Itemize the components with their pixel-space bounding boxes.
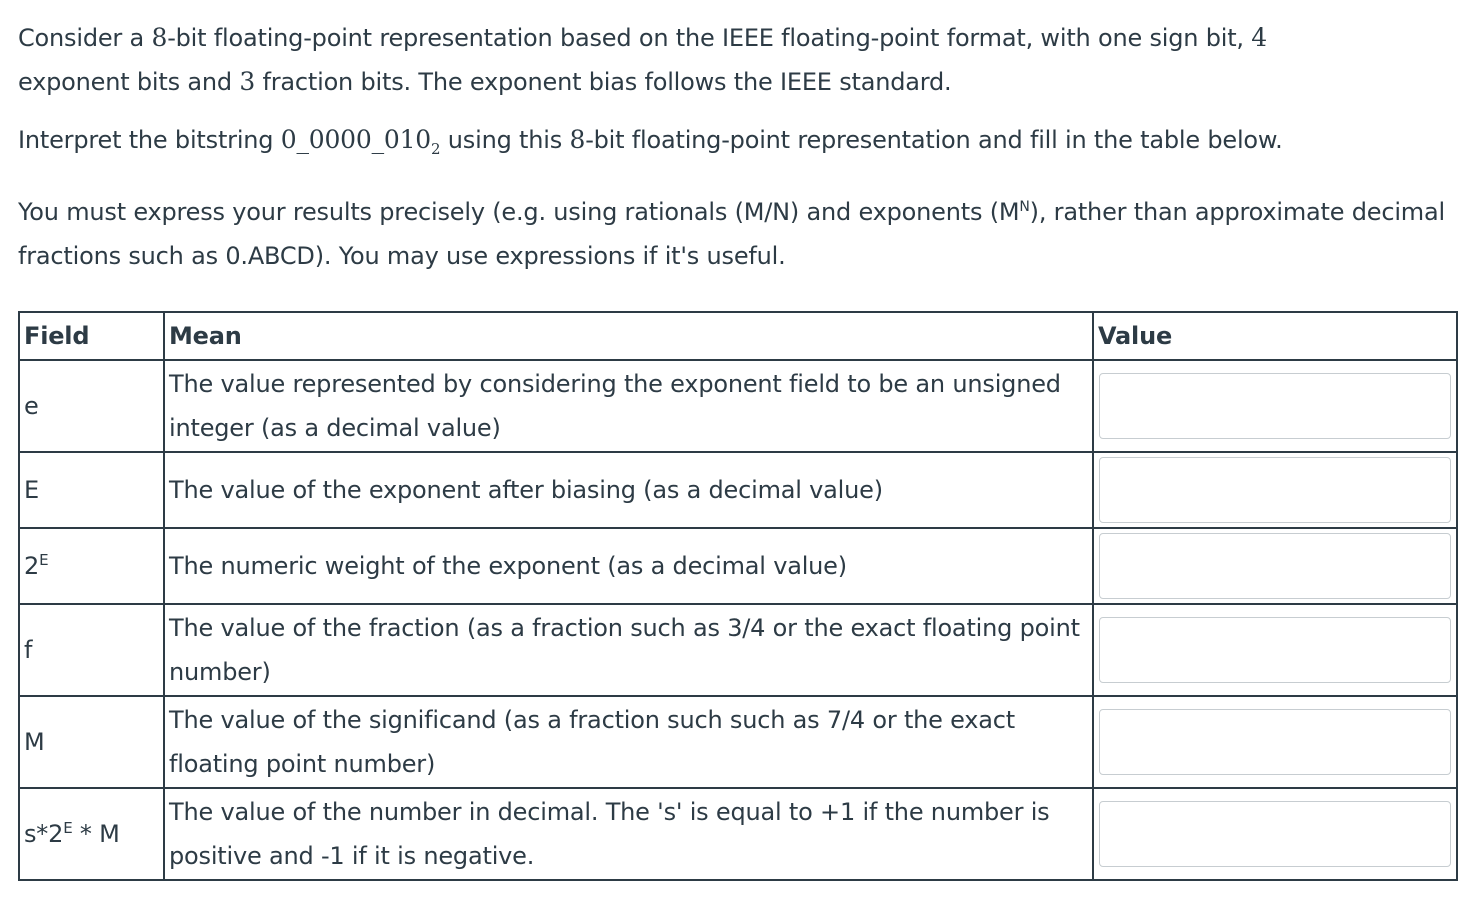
question-text — [18, 16, 1458, 278]
value-cell — [1093, 452, 1457, 528]
math-number: 3 — [239, 67, 256, 96]
text-segment: ), rather than approximate decimal fractions such as 0.ABCD). You may use expressions if it's useful. — [18, 197, 1445, 270]
header-field: Field — [19, 312, 164, 360]
field-cell — [19, 528, 164, 604]
text-segment: -bit floating-point representation based on the IEEE floating-point format, with one sign bit, — [167, 24, 1252, 52]
question-paragraph-instructions — [18, 185, 1458, 278]
question-paragraph-bitstring — [18, 118, 1458, 171]
superscript: N — [1019, 198, 1030, 215]
mean-cell: The value of the number in decimal. The 's' is equal to +1 if the number is positive and -1 if it is negative. — [164, 788, 1093, 880]
header-value: Value — [1093, 312, 1457, 360]
table-row — [19, 528, 1457, 604]
mean-cell: The value represented by considering the exponent field to be an unsigned integer (as a decimal value) — [164, 360, 1093, 452]
text-segment: Consider a — [18, 24, 152, 52]
answer-input-M[interactable] — [1099, 709, 1451, 775]
math-number: 8 — [569, 125, 586, 154]
field-superscript: E — [39, 551, 49, 569]
answer-input-f[interactable] — [1099, 617, 1451, 683]
field-superscript: E — [63, 819, 73, 837]
field-cell — [19, 696, 164, 788]
field-cell — [19, 452, 164, 528]
text-segment: using this — [440, 126, 570, 154]
field-label: 2 — [24, 552, 40, 580]
table-row — [19, 360, 1457, 452]
value-cell — [1093, 788, 1457, 880]
field-cell — [19, 604, 164, 696]
text-segment: You must express your results precisely (e.g. using rationals (M/N) and exponents (M — [18, 197, 1020, 226]
value-cell — [1093, 604, 1457, 696]
table-row — [19, 452, 1457, 528]
bitstring: 0_0000_010 — [280, 125, 432, 154]
mean-cell: The value of the fraction (as a fraction such as 3/4 or the exact floating point number) — [164, 604, 1093, 696]
field-label: e — [24, 392, 39, 420]
header-mean: Mean — [164, 312, 1093, 360]
answer-input-value[interactable] — [1099, 801, 1451, 867]
text-segment: -bit floating-point representation and fill in the table below. — [585, 126, 1283, 154]
math-number: 4 — [1251, 23, 1268, 52]
mean-cell: The value of the significand (as a fraction such such as 7/4 or the exact floating point number) — [164, 696, 1093, 788]
value-cell — [1093, 528, 1457, 604]
table-header-row — [19, 312, 1457, 360]
field-label: s*2 — [24, 820, 64, 848]
mean-cell: The numeric weight of the exponent (as a decimal value) — [164, 528, 1093, 604]
field-cell — [19, 788, 164, 880]
field-label-tail: * M — [72, 820, 120, 848]
text-segment: Interpret the bitstring — [18, 126, 281, 154]
field-label: E — [24, 476, 39, 504]
answer-input-E[interactable] — [1099, 457, 1451, 523]
text-segment: exponent bits and — [18, 68, 240, 96]
table-row — [19, 696, 1457, 788]
bitstring-base: 2 — [431, 139, 441, 158]
value-cell — [1093, 696, 1457, 788]
math-number: 8 — [151, 23, 168, 52]
answer-input-2E[interactable] — [1099, 533, 1451, 599]
field-label: M — [24, 728, 45, 756]
field-cell — [19, 360, 164, 452]
text-segment: fraction bits. The exponent bias follows the IEEE standard. — [255, 68, 952, 96]
answer-table — [18, 311, 1458, 881]
table-row — [19, 788, 1457, 880]
answer-input-e[interactable] — [1099, 373, 1451, 439]
value-cell — [1093, 360, 1457, 452]
mean-cell: The value of the exponent after biasing (as a decimal value) — [164, 452, 1093, 528]
field-label: f — [24, 636, 33, 664]
table-row — [19, 604, 1457, 696]
question-paragraph-format — [18, 16, 1458, 104]
